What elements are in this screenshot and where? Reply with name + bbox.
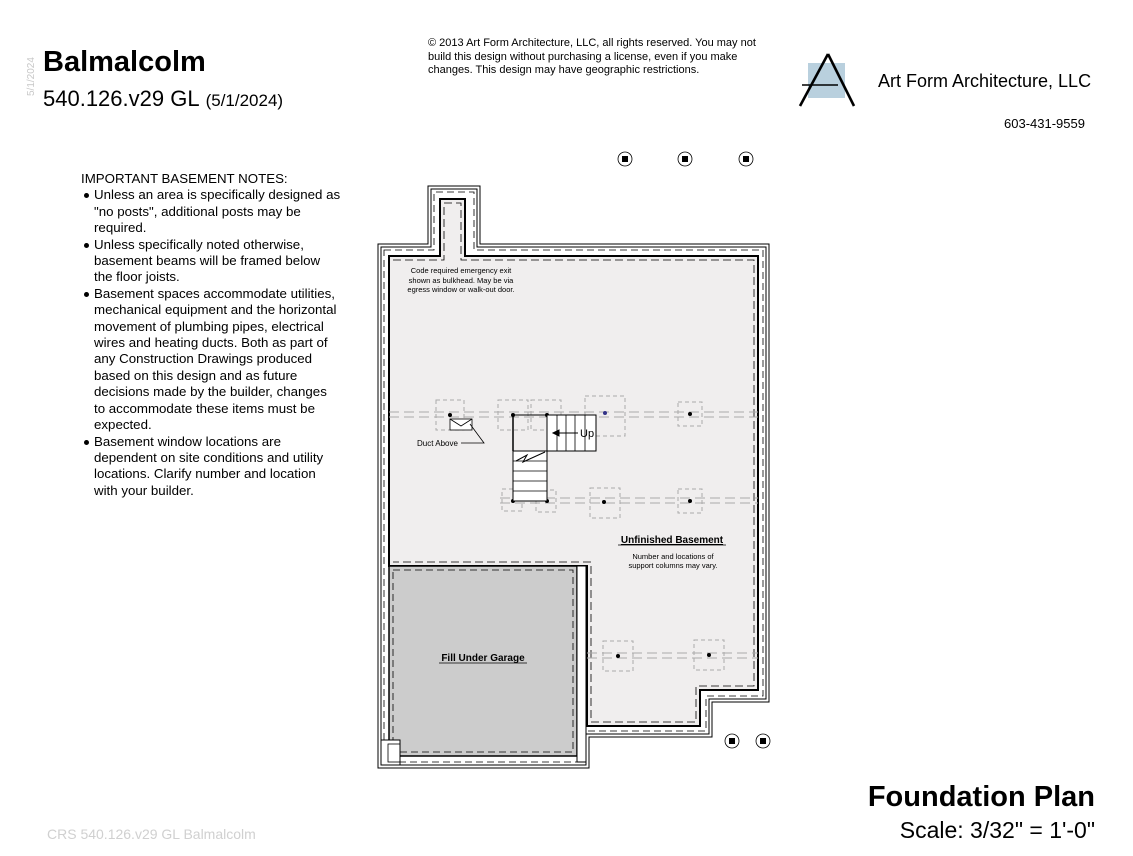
- firm-name: Art Form Architecture, LLC: [878, 71, 1092, 91]
- plan-code: 540.126.v29 GL: [43, 86, 200, 111]
- stair-up-label: Up: [580, 428, 595, 440]
- room-label-unfinished-basement: Unfinished Basement: [620, 535, 724, 546]
- plan-name: Balmalcolm: [43, 46, 206, 78]
- room-note-line-1: Number and locations of: [632, 552, 714, 561]
- side-date-watermark: 5/1/2024: [26, 57, 37, 96]
- note-item: Basement window locations are dependent on site conditions and utility locations. Clarify number and location with your builder.: [81, 434, 341, 500]
- garage-label: Fill Under Garage: [441, 653, 525, 664]
- duct-label: Duct Above: [417, 439, 458, 448]
- egress-note-line-1: Code required emergency exit: [410, 266, 512, 275]
- plan-date: (5/1/2024): [205, 91, 284, 110]
- footer-plan-code: CRS 540.126.v29 GL Balmalcolm: [47, 826, 256, 842]
- note-item: Unless an area is specifically designed as "no posts", additional posts may be required.: [81, 187, 341, 236]
- copyright-notice: © 2013 Art Form Architecture, LLC, all rights reserved. You may not build this design without purchasing a license, even if you make changes. This design may have geographic restrictions.: [428, 37, 756, 76]
- firm-phone: 603-431-9559: [1004, 116, 1085, 131]
- notes-title: IMPORTANT BASEMENT NOTES:: [81, 171, 288, 186]
- room-note-line-2: support columns may vary.: [628, 561, 718, 570]
- sheet-title: Foundation Plan: [867, 781, 1095, 813]
- note-item: Unless specifically noted otherwise, basement beams will be framed below the floor joists.: [81, 237, 341, 286]
- garage-wall-edge: [577, 566, 586, 762]
- note-item: Basement spaces accommodate utilities, mechanical equipment and the horizontal movement of plumbing pipes, electrical wires and heating ducts. Both as part of any Construction Drawings produced based on this design and as future decisions made by the builder, changes to accommodate these items must be expected.: [81, 286, 341, 434]
- egress-note-line-3: egress window or walk-out door.: [407, 285, 515, 294]
- egress-note-line-2: shown as bulkhead. May be via: [408, 276, 514, 285]
- sheet-scale: Scale: 3/32" = 1'-0": [899, 817, 1095, 843]
